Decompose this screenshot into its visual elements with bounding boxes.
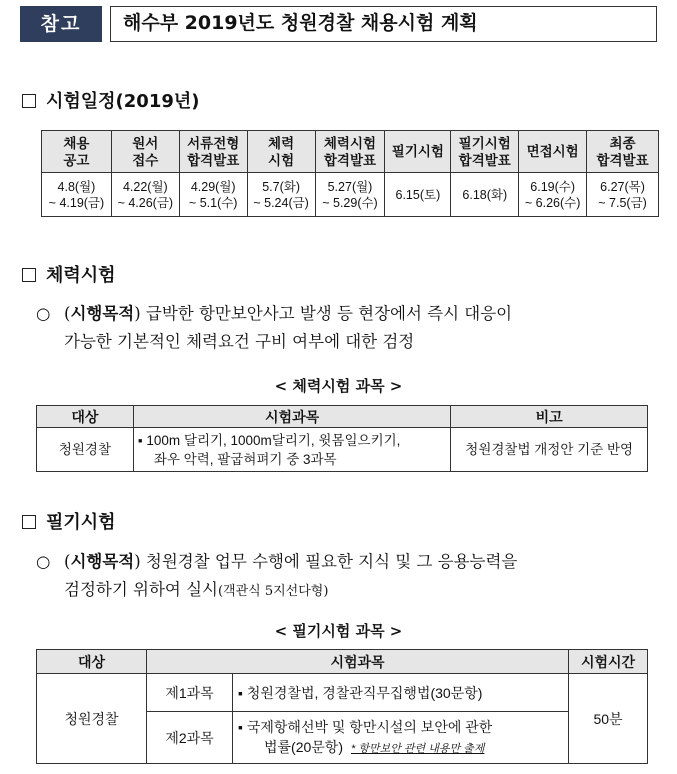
physical-purpose: ○ (시행목적) 급박한 항만보안사고 발생 등 현장에서 즉시 대응이 가능한 기본적인 체력요건 구비 여부에 대한 검정 xyxy=(36,300,664,356)
subject-label-cell: 제2과목 xyxy=(147,712,233,764)
section-schedule-title: 시험일정(2019년) xyxy=(46,91,200,112)
section-physical-heading xyxy=(22,261,116,287)
subject-note: * 항만보안 관련 내용만 출제 xyxy=(351,742,485,755)
col-header: 채용 공고 xyxy=(42,131,112,173)
physical-table-caption: < 체력시험 과목 > xyxy=(274,377,403,395)
note-cell: 청원경찰법 개정안 기준 반영 xyxy=(451,428,648,472)
subject-cell: ▪ 국제항해선박 및 항만시설의 보안에 관한 법률(20문항) * 항만보안 관련 내용만 출제 xyxy=(233,712,569,764)
schedule-cell: 4.22(월) ~ 4.26(금) xyxy=(111,173,179,217)
checkbox-square-icon xyxy=(22,268,36,282)
written-table-caption: < 필기시험 과목 > xyxy=(274,622,403,640)
physical-subjects-table xyxy=(36,405,648,472)
schedule-table xyxy=(41,130,659,217)
col-header: 시험시간 xyxy=(569,650,648,674)
col-header: 대상 xyxy=(37,650,147,674)
section-written-title: 필기시험 xyxy=(46,512,116,533)
target-cell: 청원경찰 xyxy=(37,428,134,472)
circle-bullet-icon: ○ xyxy=(36,304,51,323)
subject-cell: ▪ 청원경찰법, 경찰관직무집행법(30문항) xyxy=(233,674,569,712)
checkbox-square-icon xyxy=(22,515,36,529)
reference-tag: 참고 xyxy=(20,6,102,42)
col-header: 원서 접수 xyxy=(111,131,179,173)
checkbox-square-icon xyxy=(22,94,36,108)
col-header: 비고 xyxy=(451,406,648,428)
target-cell: 청원경찰 xyxy=(37,674,147,764)
schedule-cell: 6.19(수) ~ 6.26(수) xyxy=(519,173,587,217)
circle-bullet-icon: ○ xyxy=(36,552,51,571)
col-header: 면접시험 xyxy=(519,131,587,173)
schedule-header-row xyxy=(42,131,659,173)
written-subjects-table xyxy=(36,649,648,764)
schedule-cell: 6.18(화) xyxy=(451,173,519,217)
schedule-cell: 6.27(목) ~ 7.5(금) xyxy=(587,173,659,217)
purpose-label: 시행목적 xyxy=(70,552,135,571)
purpose-label: 시행목적 xyxy=(70,304,135,323)
col-header: 필기시험 xyxy=(385,131,451,173)
purpose-text: 청원경찰 업무 수행에 필요한 지식 및 그 응용능력을 xyxy=(140,552,518,571)
col-header: 체력시험 합격발표 xyxy=(315,131,385,173)
purpose-note: (객관식 5지선다형) xyxy=(217,584,329,599)
col-header: 서류전형 합격발표 xyxy=(179,131,247,173)
schedule-cell: 5.27(월) ~ 5.29(수) xyxy=(315,173,385,217)
subject-label-cell: 제1과목 xyxy=(147,674,233,712)
schedule-cell: 5.7(화) ~ 5.24(금) xyxy=(247,173,315,217)
schedule-value-row xyxy=(42,173,659,217)
subjects-cell: ▪ 100m 달리기, 1000m달리기, 윗몸일으키기, 좌우 악력, 팔굽혀펴기 중 3과목 xyxy=(133,428,450,472)
schedule-cell: 4.8(월) ~ 4.19(금) xyxy=(42,173,112,217)
section-written-heading xyxy=(22,508,116,534)
schedule-cell: 4.29(월) ~ 5.1(수) xyxy=(179,173,247,217)
page-title: 해수부 2019년도 청원경찰 채용시험 계획 xyxy=(110,6,657,42)
written-purpose: ○ (시행목적) 청원경찰 업무 수행에 필요한 지식 및 그 응용능력을 검정하기 위하여 실시(객관식 5지선다형) xyxy=(36,548,664,606)
col-header: 최종 합격발표 xyxy=(587,131,659,173)
duration-cell: 50분 xyxy=(569,674,648,764)
purpose-text: 가능한 기본적인 체력요건 구비 여부에 대한 검정 xyxy=(64,332,415,351)
col-header: 시험과목 xyxy=(147,650,569,674)
section-schedule-heading xyxy=(22,87,200,113)
col-header: 체력 시험 xyxy=(247,131,315,173)
col-header: 필기시험 합격발표 xyxy=(451,131,519,173)
col-header: 대상 xyxy=(37,406,134,428)
purpose-text: 급박한 항만보안사고 발생 등 현장에서 즉시 대응이 xyxy=(140,304,513,323)
purpose-text: 검정하기 위하여 실시 xyxy=(64,580,218,599)
page-header xyxy=(20,6,657,42)
schedule-cell: 6.15(토) xyxy=(385,173,451,217)
col-header: 시험과목 xyxy=(133,406,450,428)
section-physical-title: 체력시험 xyxy=(46,265,116,286)
